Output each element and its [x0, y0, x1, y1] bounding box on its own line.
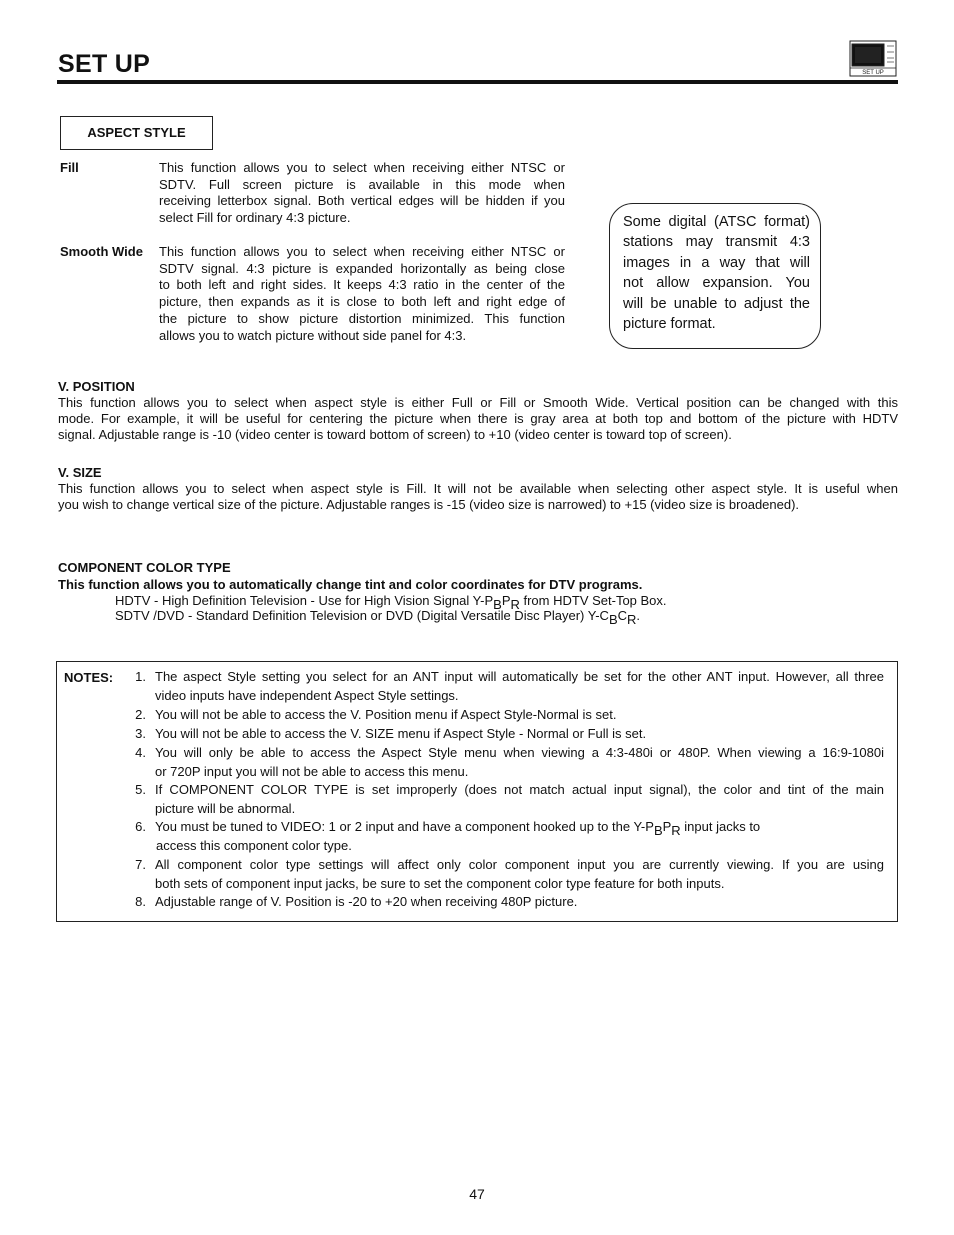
- note-line: If COMPONENT COLOR TYPE is set improperly (does not match actual input signal), the color and tint of the main: [155, 782, 884, 797]
- smooth-wide-line: the picture to show picture distortion minimized. This function: [159, 310, 565, 326]
- atsc-callout: [609, 203, 821, 349]
- note-text: [155, 781, 884, 818]
- note-item: [128, 725, 884, 744]
- note-item: [128, 706, 884, 725]
- note-line: You will not be able to access the V. SIZE menu if Aspect Style - Normal or Full is set.: [155, 726, 647, 741]
- note-number: 4.: [135, 745, 146, 760]
- sdtv-text: SDTV /DVD - Standard Definition Television or DVD (Digital Versatile Disc Player) Y-C: [115, 608, 609, 623]
- note-line: or 720P input you will not be able to access this menu.: [155, 763, 469, 779]
- note-text: [155, 706, 884, 725]
- note-line: Adjustable range of V. Position is -20 to +20 when receiving 480P picture.: [155, 894, 578, 909]
- v-position-line: signal. Adjustable range is -10 (video center is toward bottom of screen) to +10 (video center is toward top of screen).: [58, 427, 732, 442]
- callout-line: images in a way that will: [623, 254, 810, 271]
- fill-line: receiving letterbox signal. Both vertical edges will be hidden if you: [159, 193, 565, 209]
- fill-line: SDTV. Full screen picture is available in this mode when: [159, 176, 565, 192]
- note-line: [155, 818, 884, 837]
- fill-term: Fill: [60, 160, 79, 175]
- note-number: 6.: [135, 819, 146, 834]
- note-line: The aspect Style setting you select for an ANT input will automatically be set for the other ANT input. However, all three: [155, 669, 884, 684]
- note-text: [155, 744, 884, 781]
- callout-line: picture format.: [623, 316, 716, 333]
- note-line-post: input jacks to: [680, 819, 761, 834]
- smooth-wide-line: This function allows you to select when receiving either NTSC or: [159, 244, 565, 259]
- v-position-heading: V. POSITION: [58, 379, 135, 394]
- hdtv-text-mid: P: [501, 593, 511, 608]
- note-number: 7.: [135, 857, 146, 872]
- note-line: All component color type settings will affect only color component input you are currently viewing. If you are using: [155, 857, 884, 872]
- v-position-line: mode. For example, it will be useful for centering the picture when there is gray area at both top and bottom of the picture with HDTV: [58, 411, 898, 426]
- note-text: [155, 856, 884, 893]
- smooth-wide-line: SDTV signal. 4:3 picture is expanded horizontally as being close: [159, 260, 565, 276]
- note-line: access this component color type.: [156, 837, 352, 853]
- note-number: 8.: [135, 894, 146, 909]
- callout-line: will be unable to adjust the: [623, 295, 810, 312]
- smooth-wide-line: to both left and right sides. It keeps 4:3 ratio in the center of the: [159, 277, 565, 293]
- smooth-wide-description: [159, 244, 565, 344]
- sdtv-sub-b: B: [608, 612, 618, 627]
- fill-line: This function allows you to select when receiving either NTSC or: [159, 160, 565, 175]
- hdtv-sub-r: R: [510, 597, 520, 612]
- hdtv-text-post: from HDTV Set-Top Box.: [519, 593, 667, 608]
- notes-label: NOTES:: [64, 670, 114, 685]
- hdtv-sub-b: B: [493, 597, 502, 612]
- sdtv-sub-r: R: [627, 612, 637, 627]
- note-sub-r: R: [671, 823, 681, 838]
- note-number: 5.: [135, 782, 146, 797]
- page-title: SET UP: [58, 50, 151, 78]
- note-number: 1.: [135, 669, 146, 684]
- v-size-line: This function allows you to select when aspect style is Fill. It will not be available when selecting other aspect style. It is useful when: [58, 481, 898, 496]
- callout-line: Some digital (ATSC format): [623, 214, 810, 230]
- sdtv-text-post: .: [636, 608, 641, 623]
- v-size-line: you wish to change vertical size of the picture. Adjustable ranges is -15 (video size is narrowed) to +15 (video size is broadened).: [58, 497, 800, 512]
- note-number: 3.: [135, 726, 146, 741]
- aspect-style-box: ASPECT STYLE: [60, 116, 213, 150]
- note-text: [155, 818, 884, 855]
- fill-line: select Fill for ordinary 4:3 picture.: [159, 210, 351, 226]
- note-text: [155, 668, 884, 705]
- header-rule: [57, 80, 898, 84]
- note-line: You will only be able to access the Aspect Style menu when viewing a 4:3-480i or 480P. When viewing a 16:9-1080i: [155, 745, 884, 760]
- sdtv-line: [115, 608, 641, 627]
- note-item: [128, 893, 884, 912]
- tv-setup-icon: [849, 40, 897, 77]
- sdtv-text-mid: C: [617, 608, 628, 623]
- note-item: [128, 856, 884, 893]
- note-line: picture will be abnormal.: [155, 800, 296, 816]
- note-line: You will not be able to access the V. Position menu if Aspect Style-Normal is set.: [155, 707, 617, 722]
- note-item: [128, 818, 884, 855]
- note-line: video inputs have independent Aspect Style settings.: [155, 687, 459, 703]
- smooth-wide-line: allows you to watch picture without side panel for 4:3.: [159, 327, 467, 343]
- component-heading: COMPONENT COLOR TYPE: [58, 560, 231, 575]
- tv-setup-icon-label: SET UP: [862, 70, 884, 76]
- v-size-heading: V. SIZE: [58, 465, 102, 480]
- hdtv-text: HDTV - High Definition Television - Use for High Vision Signal Y-P: [115, 593, 494, 608]
- note-item: [128, 668, 884, 705]
- v-size-text: [58, 481, 898, 513]
- page-number: 47: [469, 1186, 485, 1202]
- v-position-text: [58, 395, 898, 443]
- hdtv-line: [115, 593, 667, 612]
- note-line-mid: P: [662, 819, 672, 834]
- note-text: [155, 725, 884, 744]
- callout-line: not allow expansion. You: [623, 275, 810, 292]
- note-item: [128, 781, 884, 818]
- note-line: both sets of component input jacks, be sure to set the component color type feature for both inputs.: [155, 875, 725, 891]
- v-position-line: This function allows you to select when aspect style is either Full or Fill or Smooth Wide. Vertical position can be changed with this: [58, 395, 898, 410]
- note-sub-b: B: [653, 823, 663, 838]
- smooth-wide-line: picture, then expands as it is close to both left and right edge of: [159, 294, 565, 310]
- note-item: [128, 744, 884, 781]
- note-number: 2.: [135, 707, 146, 722]
- component-bold-line: This function allows you to automatically change tint and color coordinates for DTV programs.: [58, 577, 643, 592]
- callout-line: stations may transmit 4:3: [623, 234, 810, 251]
- smooth-wide-term: Smooth Wide: [60, 244, 143, 259]
- note-text: [155, 893, 884, 912]
- fill-description: [159, 160, 565, 227]
- note-line-text: You must be tuned to VIDEO: 1 or 2 input and have a component hooked up to the Y-P: [155, 819, 654, 834]
